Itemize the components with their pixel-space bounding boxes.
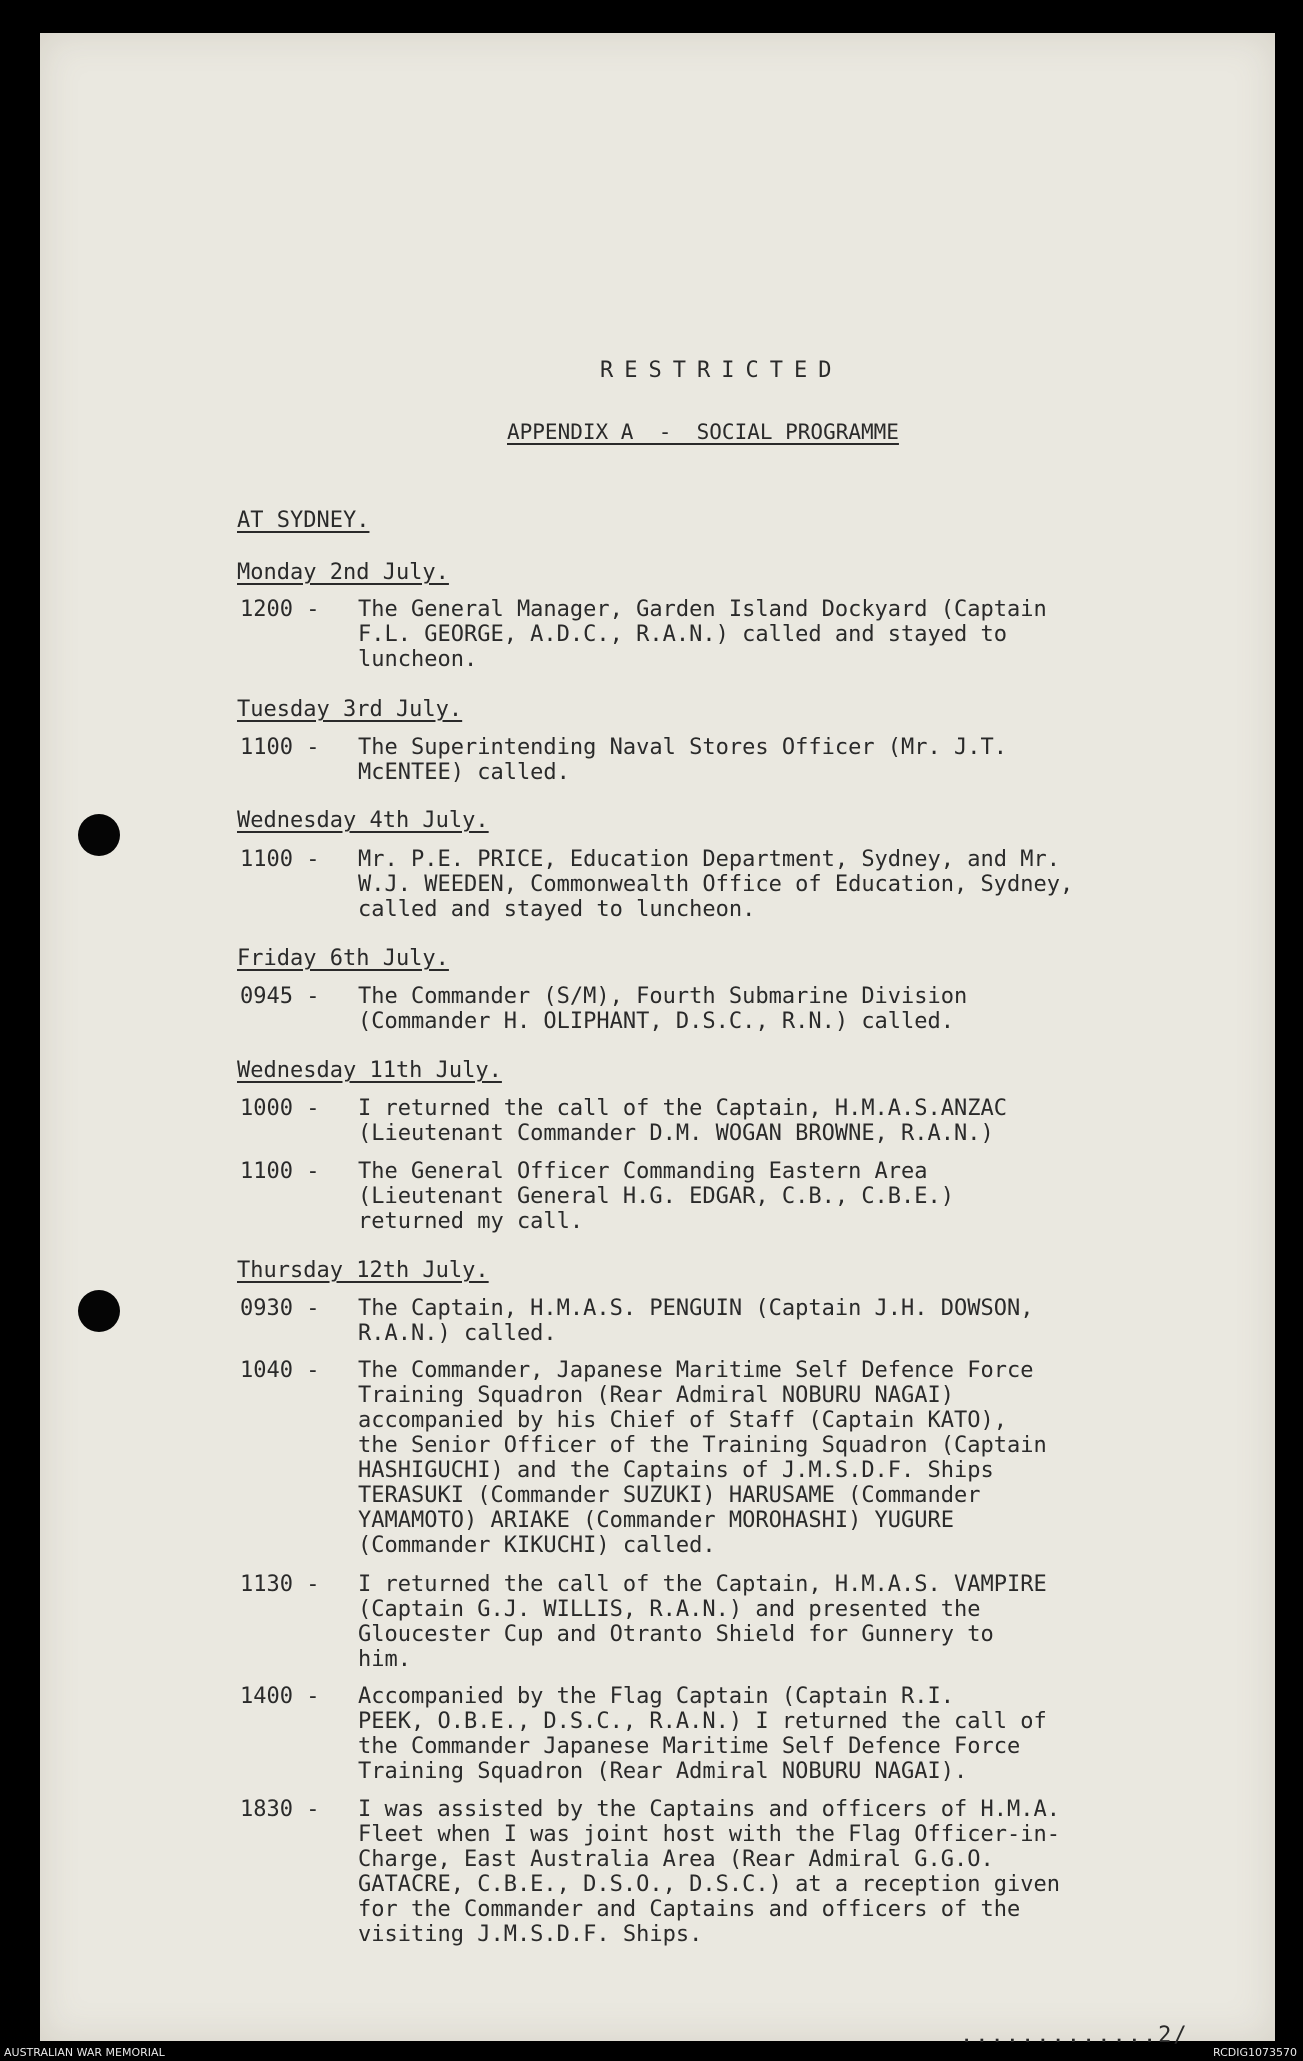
entry-text: I was assisted by the Captains and officers of H.M.A. Fleet when I was joint host with the Flag Officer-in- Charge, East Australia Area (Rear Admiral G.G.O. GATACRE, C.B.E., D.S.O., D.S.C.) at a reception given for the Commander and Captains and officers of the visiting J.M.S.D.F. Ships. bbox=[358, 1797, 1060, 1947]
entry-text: I returned the call of the Captain, H.M.A.S. VAMPIRE (Captain G.J. WILLIS, R.A.N.) and presented the Gloucester Cup and Otranto Shield for Gunnery to him. bbox=[358, 1572, 1047, 1672]
location-heading: AT SYDNEY. bbox=[237, 508, 370, 533]
entry-text: Accompanied by the Flag Captain (Captain R.I. PEEK, O.B.E., D.S.C., R.A.N.) I returned the call of the Commander Japanese Maritime Self Defence Force Training Squadron (Rear Admiral NOBURU NAGAI). bbox=[358, 1684, 1047, 1784]
footer-record-id: RCDIG1073570 bbox=[1212, 2046, 1297, 2059]
entry-time: 1830 - bbox=[240, 1797, 320, 1822]
appendix-title: APPENDIX A - SOCIAL PROGRAMME bbox=[507, 420, 899, 444]
page-continuation-mark: .............2/ bbox=[960, 2023, 1189, 2048]
day-heading-tuesday: Tuesday 3rd July. bbox=[237, 697, 463, 722]
entry-text: I returned the call of the Captain, H.M.A.S.ANZAC (Lieutenant Commander D.M. WOGAN BROWNE, R.A.N.) bbox=[358, 1096, 1008, 1146]
day-heading-wednesday-4: Wednesday 4th July. bbox=[237, 808, 489, 833]
entry-time: 1100 - bbox=[240, 1159, 320, 1184]
punch-hole-top bbox=[78, 814, 120, 856]
entry-text: The Commander (S/M), Fourth Submarine Division (Commander H. OLIPHANT, D.S.C., R.N.) called. bbox=[358, 984, 968, 1034]
entry-text: Mr. P.E. PRICE, Education Department, Sydney, and Mr. W.J. WEEDEN, Commonwealth Office of Education, Sydney, called and stayed to luncheon. bbox=[358, 847, 1074, 922]
entry-text: The General Manager, Garden Island Dockyard (Captain F.L. GEORGE, A.D.C., R.A.N.) called and stayed to luncheon. bbox=[358, 597, 1047, 672]
entry-text: The Captain, H.M.A.S. PENGUIN (Captain J.H. DOWSON, R.A.N.) called. bbox=[358, 1296, 1034, 1346]
day-heading-monday: Monday 2nd July. bbox=[237, 560, 449, 585]
entry-time: 0945 - bbox=[240, 984, 320, 1009]
entry-time: 1040 - bbox=[240, 1358, 320, 1383]
entry-time: 1130 - bbox=[240, 1572, 320, 1597]
entry-time: 1100 - bbox=[240, 847, 320, 872]
entry-time: 0930 - bbox=[240, 1296, 320, 1321]
entry-time: 1000 - bbox=[240, 1096, 320, 1121]
entry-text: The Commander, Japanese Maritime Self Defence Force Training Squadron (Rear Admiral NOBURU NAGAI) accompanied by his Chief of Staff (Captain KATO), the Senior Officer of the Training Squadron (Captain HASHIGUCHI) and the Captains of J.M.S.D.F. Ships TERASUKI (Commander SUZUKI) HARUSAME (Commander YAMAMOTO) ARIAKE (Commander MOROHASHI) YUGURE (Commander KIKUCHI) called. bbox=[358, 1358, 1047, 1558]
day-heading-thursday: Thursday 12th July. bbox=[237, 1258, 489, 1283]
entry-text: The General Officer Commanding Eastern Area (Lieutenant General H.G. EDGAR, C.B., C.B.E.) returned my call. bbox=[358, 1159, 955, 1234]
day-heading-friday: Friday 6th July. bbox=[237, 946, 449, 971]
entry-time: 1100 - bbox=[240, 735, 320, 760]
footer-credit: AUSTRALIAN WAR MEMORIAL bbox=[4, 2046, 165, 2059]
entry-text: The Superintending Naval Stores Officer (Mr. J.T. McENTEE) called. bbox=[358, 735, 1008, 785]
classification-heading: RESTRICTED bbox=[600, 358, 843, 383]
entry-time: 1400 - bbox=[240, 1684, 320, 1709]
punch-hole-bottom bbox=[78, 1290, 120, 1332]
entry-time: 1200 - bbox=[240, 597, 320, 622]
day-heading-wednesday-11: Wednesday 11th July. bbox=[237, 1058, 502, 1083]
